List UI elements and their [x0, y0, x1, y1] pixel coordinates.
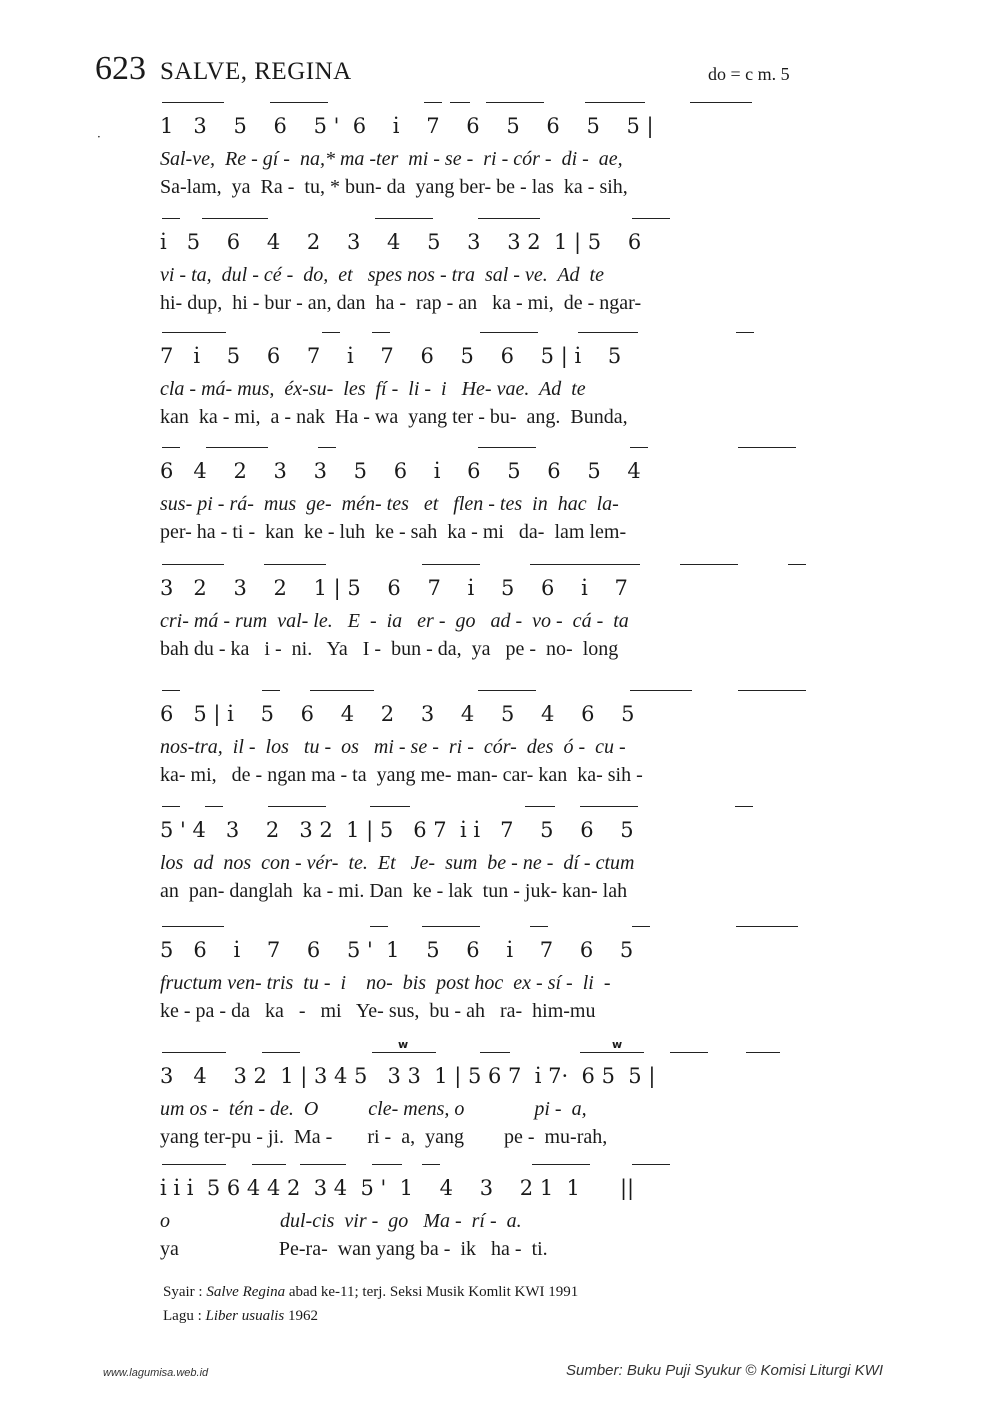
beam-lines — [160, 326, 860, 342]
latin-lyrics: cri- má - rum val- le. E - ia er - go ad - vo - cá - ta — [160, 610, 629, 632]
indonesian-lyrics: kan ka - mi, a - nak Ha - wa yang ter - bu- ang. Bunda, — [160, 406, 628, 428]
syair-title: Salve Regina — [206, 1284, 286, 1300]
lagu-detail: 1962 — [284, 1308, 319, 1324]
notes-line: i̇ i̇ i̇ 5 6 4 4 2 3 4 5 ' 1 4 3 2 1 1 || — [160, 1176, 635, 1200]
music-system — [0, 441, 992, 559]
latin-lyrics: vi - ta, dul - cé - do, et spes nos - tra sal - ve. Ad te — [160, 264, 604, 286]
key-signature: do = c m. 5 — [708, 64, 790, 84]
beam-lines — [160, 920, 860, 936]
latin-lyrics: cla - má- mus, éx-su- les fí - li - i He- vae. Ad te — [160, 378, 586, 400]
indonesian-lyrics: yang ter-pu - ji. Ma - ri - a, yang pe - mu-rah, — [160, 1126, 608, 1148]
music-system — [0, 684, 992, 802]
website-link[interactable]: www.lagumisa.web.id — [103, 1367, 209, 1379]
notes-line: 5 6 i̇ 7 6 5 ' 1 5 6 i̇ 7 6 5 — [160, 938, 634, 962]
latin-lyrics: sus- pi - rá- mus ge- mén- tes et flen - tes in hac la- — [160, 493, 619, 515]
notes-line: 6 4 2 3 3 5 6 i̇ 6 5 6 5 4 — [160, 459, 641, 483]
hymn-number: 623 — [95, 50, 146, 87]
indonesian-lyrics: Sa-lam, ya Ra - tu, * bun- da yang ber- be - las ka - sih, — [160, 176, 628, 198]
syair-detail: abad ke-11; terj. Seksi Musik Komlit KWI 1991 — [285, 1284, 579, 1300]
notes-line: 1 3 5 6 5 ' 6 i̇ 7 6 5 6 5 5 | — [160, 114, 654, 138]
music-system — [0, 212, 992, 330]
music-system — [0, 96, 992, 214]
source-note: Sumber: Buku Puji Syukur © Komisi Liturgi KWI — [566, 1362, 883, 1379]
lagu-title: Liber usualis — [205, 1308, 285, 1324]
beam-lines — [160, 684, 860, 700]
beam-lines — [160, 800, 860, 816]
beam-lines — [160, 441, 860, 457]
credits-syair — [163, 1284, 578, 1301]
music-system — [0, 558, 992, 676]
ornament-mark: w — [398, 1038, 409, 1051]
margin-dot: · — [97, 130, 101, 144]
credits-lagu — [163, 1308, 318, 1325]
beam-lines — [160, 1158, 860, 1174]
music-system — [0, 1158, 992, 1276]
lagu-label: Lagu : — [163, 1308, 206, 1324]
indonesian-lyrics: per- ha - ti - kan ke - luh ke - sah ka - mi da- lam lem- — [160, 521, 627, 543]
beam-lines — [160, 1046, 860, 1062]
music-system — [0, 800, 992, 918]
music-system — [0, 326, 992, 444]
notes-line: i̇ 5 6 4 2 3 4 5 3 3 2 1 | 5 6 — [160, 230, 642, 254]
indonesian-lyrics: ya Pe-ra- wan yang ba - ik ha - ti. — [160, 1238, 548, 1260]
indonesian-lyrics: ke - pa - da ka - mi Ye- sus, bu - ah ra- him-mu — [160, 1000, 596, 1022]
music-system — [0, 1046, 992, 1164]
beam-lines — [160, 96, 860, 112]
latin-lyrics: um os - tén - de. O cle- mens, o pi - a, — [160, 1098, 587, 1120]
hymn-title: SALVE, REGINA — [160, 58, 352, 85]
notes-line: 7 i̇ 5 6 7 i̇ 7 6 5 6 5 | i̇ 5 — [160, 344, 622, 368]
notes-line: 3 4 3 2 1 | 3 4 5 3 3 1 | 5 6 7 i̇ 7· 6 5 5 | — [160, 1064, 656, 1088]
ornament-mark: w — [612, 1038, 623, 1051]
indonesian-lyrics: ka- mi, de - ngan ma - ta yang me- man- car- kan ka- sih - — [160, 764, 643, 786]
beam-lines — [160, 558, 860, 574]
indonesian-lyrics: bah du - ka i - ni. Ya I - bun - da, ya pe - no- long — [160, 638, 619, 660]
notes-line: 5 ' 4 3 2 3 2 1 | 5 6 7 i̇ i̇ 7 5 6 5 — [160, 818, 634, 842]
notes-line: 3 2 3 2 1 | 5 6 7 i̇ 5 6 i̇ 7 — [160, 576, 628, 600]
indonesian-lyrics: an pan- danglah ka - mi. Dan ke - lak tun - juk- kan- lah — [160, 880, 628, 902]
latin-lyrics: nos-tra, il - los tu - os mi - se - ri - cór- des ó - cu - — [160, 736, 626, 758]
beam-lines — [160, 212, 860, 228]
syair-label: Syair : — [163, 1284, 207, 1300]
latin-lyrics: o dul-cis vir - go Ma - rí - a. — [160, 1210, 522, 1232]
latin-lyrics: Sal-ve, Re - gí - na,* ma -ter mi - se - ri - cór - di - ae, — [160, 148, 623, 170]
latin-lyrics: fructum ven- tris tu - i no- bis post hoc ex - sí - li - — [160, 972, 611, 994]
latin-lyrics: los ad nos con - vér- te. Et Je- sum be - ne - dí - ctum — [160, 852, 635, 874]
notes-line: 6 5 | i̇ 5 6 4 2 3 4 5 4 6 5 — [160, 702, 635, 726]
indonesian-lyrics: hi- dup, hi - bur - an, dan ha - rap - an ka - mi, de - ngar- — [160, 292, 642, 314]
music-system — [0, 920, 992, 1038]
